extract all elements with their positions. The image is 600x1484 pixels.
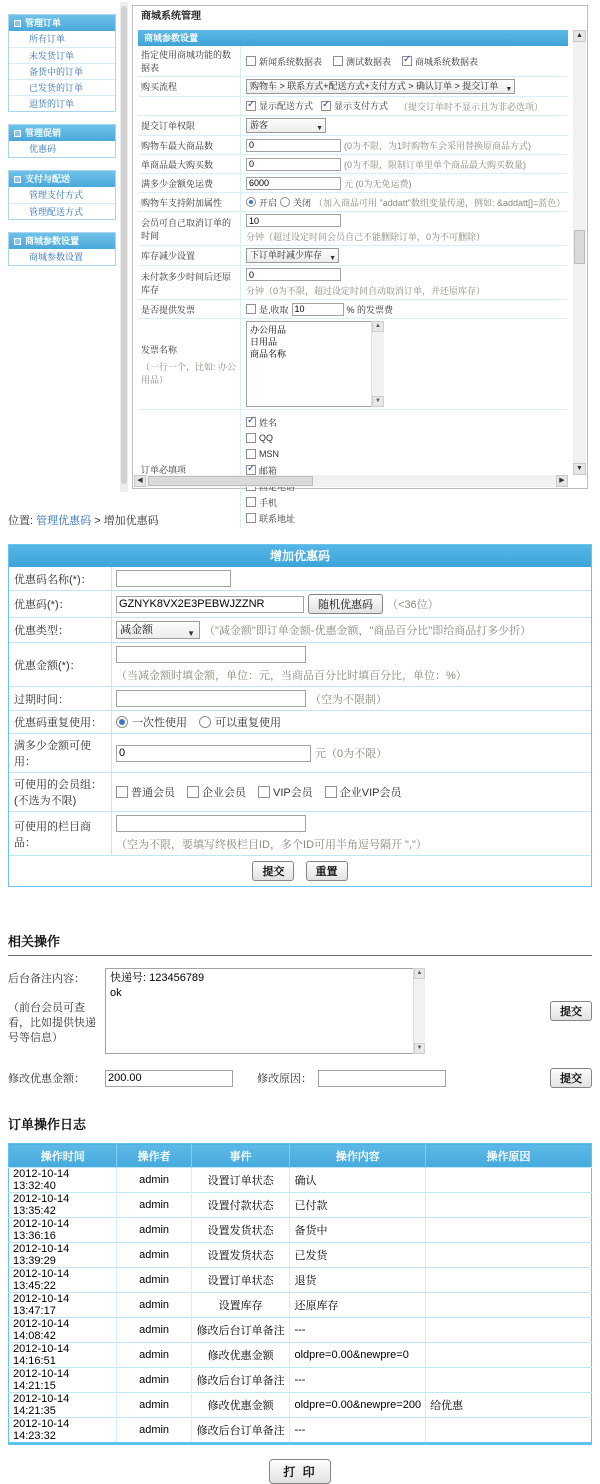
sidebar-item[interactable]: 备货中的订单 bbox=[9, 63, 115, 79]
sidebar-section bbox=[8, 170, 116, 220]
checkbox-option[interactable] bbox=[116, 784, 175, 800]
setting-row-submit-perm bbox=[138, 116, 568, 136]
sidebar-item[interactable]: 所有订单 bbox=[29, 34, 66, 44]
modify-submit-button[interactable]: 提交 bbox=[550, 1068, 592, 1088]
form-row-coupon-amount bbox=[9, 642, 591, 686]
checkbox-label: 测试数据表 bbox=[346, 56, 392, 67]
coupon-amount-input[interactable] bbox=[116, 646, 306, 663]
form-row-reuse bbox=[9, 710, 591, 733]
table-cell bbox=[426, 1368, 592, 1393]
modify-reason-input[interactable] bbox=[318, 1070, 446, 1087]
settings-section-header: 商城参数设置 bbox=[138, 30, 568, 46]
setting-row-buyflow-options bbox=[138, 97, 568, 116]
sidebar-section-header[interactable] bbox=[9, 15, 115, 31]
table-cell: 设置付款状态 bbox=[191, 1193, 290, 1218]
checkbox[interactable] bbox=[246, 433, 256, 443]
note-label-hint: （前台会员可查看，比如提供快递号等信息） bbox=[8, 1002, 96, 1044]
checkbox-label: 显示配送方式 bbox=[259, 101, 314, 112]
panel-horizontal-scrollbar[interactable] bbox=[134, 475, 568, 487]
setting-label: 购物车支持附加属性 bbox=[141, 197, 223, 208]
radio-label: 关闭 bbox=[293, 197, 312, 208]
checkbox-option[interactable] bbox=[246, 510, 566, 526]
coupon-code-input[interactable] bbox=[116, 596, 304, 613]
table-cell: --- bbox=[290, 1318, 426, 1343]
invoice-suffix: % 的发票费 bbox=[346, 304, 394, 315]
required-fields-checkbox-group bbox=[240, 410, 568, 528]
table-cell: 2012-10-14 13:47:17 bbox=[9, 1293, 117, 1318]
table-cell bbox=[426, 1218, 592, 1243]
buy-flow-select[interactable]: 购物车 > 联系方式+配送方式+支付方式 > 确认订单 > 提交订单 ▼ bbox=[246, 79, 515, 94]
checkbox-label: 新闻系统数据表 bbox=[259, 56, 323, 67]
sidebar-section-header[interactable] bbox=[9, 125, 115, 141]
table-column-header: 操作原因 bbox=[426, 1144, 592, 1168]
scroll-down-icon[interactable]: ▼ bbox=[573, 463, 586, 475]
sidebar-item[interactable]: 商城参数设置 bbox=[29, 252, 84, 262]
checkbox-option[interactable] bbox=[246, 55, 322, 68]
checkbox-option[interactable] bbox=[325, 784, 402, 800]
checkbox[interactable] bbox=[246, 513, 256, 523]
form-row-expire-time bbox=[9, 686, 591, 710]
setting-label bbox=[138, 319, 240, 409]
textarea-scrollbar[interactable] bbox=[371, 321, 384, 407]
checkbox[interactable] bbox=[187, 786, 199, 798]
breadcrumb-current: 增加优惠码 bbox=[103, 515, 159, 527]
field-label: 优惠码重复使用： bbox=[14, 717, 102, 729]
restore-stock-input[interactable] bbox=[246, 268, 341, 281]
scroll-up-icon[interactable]: ▲ bbox=[414, 968, 425, 979]
modify-label: 修改优惠金额： bbox=[8, 1073, 85, 1085]
sidebar bbox=[8, 14, 116, 278]
setting-label bbox=[138, 97, 240, 115]
table-row bbox=[9, 1418, 592, 1444]
sidebar-section bbox=[8, 232, 116, 266]
checkbox-option[interactable] bbox=[246, 494, 566, 510]
form-row-member-groups bbox=[9, 772, 591, 811]
table-row bbox=[9, 1168, 592, 1193]
sidebar-section-title: 商城参数设置 bbox=[25, 236, 80, 246]
radio-label: 一次性使用 bbox=[132, 717, 187, 729]
expire-time-input[interactable] bbox=[116, 690, 306, 707]
table-cell: 设置订单状态 bbox=[191, 1168, 290, 1193]
table-cell bbox=[426, 1293, 592, 1318]
setting-label: 购物车最大商品数 bbox=[141, 140, 214, 151]
table-row bbox=[9, 1318, 592, 1343]
table-cell: 2012-10-14 13:45:22 bbox=[9, 1268, 117, 1293]
datasheet-checkbox-group bbox=[240, 46, 568, 76]
related-operations bbox=[8, 931, 592, 1088]
sidebar-item[interactable]: 管理配送方式 bbox=[9, 203, 115, 219]
cart-attr-off-radio[interactable] bbox=[280, 197, 290, 207]
checkbox-label: 手机 bbox=[259, 497, 278, 508]
hint-text: （空为不限，要填写终极栏目ID，多个ID可用半角逗号隔开 ","） bbox=[116, 839, 427, 851]
checkbox[interactable] bbox=[321, 101, 331, 111]
form-row-columns bbox=[9, 811, 591, 855]
invoice-checkbox[interactable] bbox=[246, 304, 256, 314]
table-cell: 确认 bbox=[290, 1168, 426, 1193]
hint-text: （空为不限制） bbox=[310, 693, 387, 706]
table-cell: 修改后台订单备注 bbox=[191, 1318, 290, 1343]
setting-row-invoice bbox=[138, 300, 568, 319]
table-cell: 2012-10-14 14:16:51 bbox=[9, 1343, 117, 1368]
backend-note-textarea[interactable]: 快递号: 123456789 ok bbox=[105, 968, 425, 1054]
table-row bbox=[9, 1343, 592, 1368]
checkbox-option[interactable] bbox=[333, 55, 391, 68]
random-code-button[interactable]: 随机优惠码 bbox=[308, 594, 383, 614]
checkbox-label: QQ bbox=[259, 433, 274, 443]
checkbox[interactable] bbox=[246, 449, 256, 459]
textarea-scrollbar[interactable] bbox=[413, 968, 425, 1054]
table-cell: 2012-10-14 14:21:15 bbox=[9, 1368, 117, 1393]
radio-label: 开启 bbox=[259, 197, 278, 208]
setting-row-cart-attr bbox=[138, 193, 568, 212]
checkbox-option[interactable] bbox=[187, 784, 246, 800]
setting-label: 订单必填项 bbox=[141, 464, 187, 475]
table-cell: --- bbox=[290, 1418, 426, 1444]
setting-label: 会员可自己取消订单的时间 bbox=[141, 217, 232, 241]
breadcrumb-prefix: 位置: bbox=[8, 515, 34, 527]
invoice-rate-input[interactable] bbox=[292, 303, 344, 316]
hint-text: （<36位） bbox=[387, 599, 439, 611]
table-row bbox=[9, 1368, 592, 1393]
member-groups-checkbox-group bbox=[111, 773, 591, 811]
setting-label: 购买流程 bbox=[141, 82, 178, 92]
section-square-icon bbox=[14, 20, 21, 27]
section-square-icon bbox=[14, 130, 21, 137]
hint-text: (0为不限，为1时购物车会采用替换原商品方式) bbox=[344, 140, 532, 151]
table-cell: 2012-10-14 13:39:29 bbox=[9, 1243, 117, 1268]
table-cell: admin bbox=[117, 1343, 191, 1368]
table-cell: admin bbox=[117, 1268, 191, 1293]
field-label bbox=[9, 773, 111, 811]
field-label: 优惠码名称(*)： bbox=[14, 573, 92, 586]
table-cell: 设置订单状态 bbox=[191, 1268, 290, 1293]
table-cell: 还原库存 bbox=[290, 1293, 426, 1318]
checkbox-label: MSN bbox=[259, 449, 279, 459]
checkbox-label: 邮箱 bbox=[259, 465, 278, 476]
form-row-coupon-code bbox=[9, 590, 591, 617]
table-cell: 修改优惠金额 bbox=[191, 1393, 290, 1418]
table-row bbox=[9, 1393, 592, 1418]
field-label: 过期时间： bbox=[14, 693, 69, 706]
scrollbar-thumb[interactable] bbox=[121, 6, 127, 484]
table-cell: 2012-10-14 13:32:40 bbox=[9, 1168, 117, 1193]
setting-row-item-max bbox=[138, 155, 568, 174]
checkbox-option[interactable] bbox=[246, 446, 566, 462]
scroll-left-icon[interactable]: ◀ bbox=[134, 475, 146, 487]
sidebar-section-header[interactable] bbox=[9, 171, 115, 187]
sidebar-section bbox=[8, 124, 116, 158]
setting-row-restore-stock bbox=[138, 266, 568, 300]
sidebar-item[interactable]: 已发货的订单 bbox=[9, 79, 115, 95]
checkbox[interactable] bbox=[246, 465, 256, 475]
buyflow-checkbox-group bbox=[246, 99, 396, 113]
table-cell bbox=[426, 1318, 592, 1343]
sidebar-section bbox=[8, 14, 116, 112]
setting-row-datasheet bbox=[138, 46, 568, 77]
breadcrumb-separator: > bbox=[94, 515, 101, 527]
checkbox[interactable] bbox=[325, 786, 337, 798]
table-row bbox=[9, 1218, 592, 1243]
order-log-section bbox=[8, 1114, 592, 1445]
print-button[interactable]: 打 印 bbox=[269, 1459, 330, 1484]
checkbox-label: 商城系统数据表 bbox=[415, 56, 479, 67]
table-row bbox=[9, 1268, 592, 1293]
order-log-table bbox=[8, 1143, 592, 1445]
table-cell: 已发货 bbox=[290, 1243, 426, 1268]
sidebar-item[interactable]: 优惠码 bbox=[29, 144, 57, 154]
checkbox-option[interactable] bbox=[246, 99, 313, 112]
table-column-header: 操作内容 bbox=[290, 1144, 426, 1168]
checkbox-label: 显示支付方式 bbox=[334, 101, 389, 112]
cart-attr-on-radio[interactable] bbox=[246, 197, 256, 207]
setting-label: 指定使用商城功能的数据表 bbox=[141, 50, 232, 73]
table-cell: 2012-10-14 14:21:35 bbox=[9, 1393, 117, 1418]
sidebar-section-header[interactable] bbox=[9, 233, 115, 249]
checkbox[interactable] bbox=[246, 417, 256, 427]
note-label bbox=[8, 968, 105, 1054]
checkbox[interactable] bbox=[333, 56, 343, 66]
table-cell: admin bbox=[117, 1318, 191, 1343]
checkbox[interactable] bbox=[116, 786, 128, 798]
sidebar-item[interactable]: 退货的订单 bbox=[9, 95, 115, 111]
scrollbar-thumb[interactable] bbox=[574, 230, 585, 264]
scroll-right-icon[interactable]: ▶ bbox=[556, 475, 568, 487]
section-title: 订单操作日志 bbox=[8, 1117, 87, 1132]
sidebar-section-title: 管理促销 bbox=[25, 128, 62, 138]
scrollbar-thumb[interactable] bbox=[148, 476, 313, 486]
field-label-text: 可使用的会员组： bbox=[14, 779, 102, 791]
checkbox-label: 企业VIP会员 bbox=[339, 787, 402, 799]
stock-reduce-select[interactable]: 下订单时减少库存 ▼ bbox=[246, 248, 339, 263]
scroll-up-icon[interactable]: ▲ bbox=[573, 30, 586, 42]
reset-button[interactable]: 重置 bbox=[306, 861, 348, 881]
checkbox-label: 联系地址 bbox=[259, 513, 296, 524]
field-label-sub: (不选为不限) bbox=[14, 795, 77, 807]
table-cell: 修改后台订单备注 bbox=[191, 1418, 290, 1444]
setting-label: 满多少金额免运费 bbox=[141, 178, 214, 189]
panel-vertical-scrollbar[interactable] bbox=[573, 30, 586, 475]
hint-text: 元 (0为无免运费) bbox=[344, 178, 412, 189]
checkbox-option[interactable] bbox=[246, 430, 566, 446]
note-submit-button[interactable]: 提交 bbox=[550, 1001, 592, 1021]
min-amount-input[interactable] bbox=[116, 745, 311, 762]
table-cell: oldpre=0.00&newpre=0 bbox=[290, 1343, 426, 1368]
checkbox-option[interactable] bbox=[402, 55, 478, 68]
free-ship-input[interactable] bbox=[246, 177, 341, 190]
table-cell: 2012-10-14 13:35:42 bbox=[9, 1193, 117, 1218]
sidebar-section-title: 支付与配送 bbox=[25, 174, 71, 184]
table-header-row bbox=[9, 1144, 592, 1168]
note-label-text: 后台备注内容： bbox=[8, 973, 85, 985]
table-cell: 退货 bbox=[290, 1268, 426, 1293]
sidebar-section-title: 管理订单 bbox=[25, 18, 62, 28]
table-row bbox=[9, 1293, 592, 1318]
hint-text: 分钟（超过设定时间会员自己不能删除订单，0为不可删除） bbox=[246, 232, 486, 242]
table-cell: 2012-10-14 13:36:16 bbox=[9, 1218, 117, 1243]
setting-row-invoice-names bbox=[138, 319, 568, 410]
form-row-min-amount bbox=[9, 733, 591, 772]
hint-text: （加入商品可用 "addatt"数组变量传递，例如: &addatt[]=蓝色） bbox=[314, 197, 566, 208]
hint-text: 分钟（0为不限，超过设定时间自动取消订单，并还原库存） bbox=[246, 286, 486, 296]
checkbox[interactable] bbox=[246, 56, 256, 66]
coupon-name-input[interactable] bbox=[116, 570, 231, 587]
columns-input[interactable] bbox=[116, 815, 306, 832]
panel-title: 商城系统管理 bbox=[141, 11, 201, 22]
table-cell: 设置库存 bbox=[191, 1293, 290, 1318]
hint-text: 元（0为不限） bbox=[315, 748, 388, 760]
table-cell: admin bbox=[117, 1193, 191, 1218]
coupon-type-select[interactable]: 减金额 ▼ bbox=[116, 621, 200, 639]
table-cell: admin bbox=[117, 1168, 191, 1193]
form-row-coupon-type bbox=[9, 617, 591, 642]
setting-label: 未付款多少时间后还原库存 bbox=[141, 271, 232, 295]
backend-note-row bbox=[8, 968, 592, 1054]
submit-button[interactable]: 提交 bbox=[252, 861, 294, 881]
checkbox[interactable] bbox=[246, 497, 256, 507]
hint-text: (0为不限，限制订单里单个商品最大购买数量) bbox=[344, 159, 527, 170]
setting-label-text: 发票名称 bbox=[141, 344, 178, 355]
radio-label: 可以重复使用 bbox=[215, 717, 281, 729]
setting-row-stock-reduce bbox=[138, 246, 568, 266]
checkbox-label: 普通会员 bbox=[131, 787, 175, 799]
table-cell: admin bbox=[117, 1418, 191, 1444]
setting-label: 库存减少设置 bbox=[141, 251, 196, 261]
sidebar-scrollbar[interactable] bbox=[120, 2, 128, 492]
hint-text: （提交订单时不显示且为非必选项） bbox=[399, 101, 544, 112]
discount-amount-input[interactable] bbox=[105, 1070, 233, 1087]
checkbox-option[interactable] bbox=[321, 99, 388, 112]
sidebar-item[interactable]: 管理支付方式 bbox=[29, 190, 84, 200]
table-cell: 已付款 bbox=[290, 1193, 426, 1218]
form-footer bbox=[9, 855, 591, 886]
table-cell: admin bbox=[117, 1393, 191, 1418]
print-area bbox=[0, 1459, 600, 1484]
table-cell bbox=[426, 1343, 592, 1368]
table-cell: 设置发货状态 bbox=[191, 1218, 290, 1243]
setting-label: 提交订单权限 bbox=[141, 121, 196, 131]
table-cell: 设置发货状态 bbox=[191, 1243, 290, 1268]
table-cell: 修改后台订单备注 bbox=[191, 1368, 290, 1393]
setting-label: 单商品最大购买数 bbox=[141, 159, 214, 170]
scroll-down-icon[interactable]: ▼ bbox=[414, 1043, 425, 1054]
field-label: 优惠金额(*)： bbox=[14, 659, 81, 672]
setting-row-cart-max bbox=[138, 136, 568, 155]
table-cell bbox=[426, 1418, 592, 1444]
checkbox[interactable] bbox=[402, 56, 412, 66]
table-row bbox=[9, 1193, 592, 1218]
field-label: 满多少金额可使用： bbox=[14, 740, 91, 768]
invoice-names-textarea[interactable]: 办公用品 日用品 商品名称 bbox=[246, 321, 384, 407]
setting-row-required-fields bbox=[138, 410, 568, 528]
table-cell bbox=[426, 1193, 592, 1218]
checkbox-label: 姓名 bbox=[259, 417, 278, 428]
setting-label: 是否提供发票 bbox=[141, 304, 196, 315]
table-cell: --- bbox=[290, 1368, 426, 1393]
reusable-radio[interactable] bbox=[199, 716, 211, 728]
field-label: 优惠码(*)： bbox=[14, 599, 70, 611]
table-cell bbox=[426, 1243, 592, 1268]
panel-viewport bbox=[138, 30, 568, 524]
table-cell bbox=[426, 1168, 592, 1193]
field-label: 优惠类型： bbox=[14, 625, 69, 637]
setting-row-cancel-time bbox=[138, 212, 568, 246]
form-row-coupon-name bbox=[9, 567, 591, 590]
form-header: 增加优惠码 bbox=[9, 545, 591, 567]
section-square-icon bbox=[14, 238, 21, 245]
add-coupon-form bbox=[8, 544, 592, 887]
table-cell: admin bbox=[117, 1243, 191, 1268]
table-cell: admin bbox=[117, 1218, 191, 1243]
table-cell: 2012-10-14 14:23:32 bbox=[9, 1418, 117, 1444]
scroll-down-icon[interactable]: ▼ bbox=[372, 396, 384, 407]
table-cell: 修改优惠金额 bbox=[191, 1343, 290, 1368]
breadcrumb-link-coupons[interactable]: 管理优惠码 bbox=[36, 515, 92, 527]
setting-label-hint: （一行一个，比如: 办公用品） bbox=[141, 361, 237, 385]
cancel-time-input[interactable] bbox=[246, 214, 341, 227]
section-title: 相关操作 bbox=[8, 931, 592, 956]
checkbox-label: VIP会员 bbox=[273, 787, 313, 799]
table-cell: admin bbox=[117, 1293, 191, 1318]
checkbox-label: 是,收取 bbox=[259, 304, 289, 315]
table-cell bbox=[426, 1268, 592, 1293]
checkbox[interactable] bbox=[258, 786, 270, 798]
table-column-header: 事件 bbox=[191, 1144, 290, 1168]
setting-row-free-ship bbox=[138, 174, 568, 193]
table-cell: 给优惠 bbox=[426, 1393, 592, 1418]
table-cell: 2012-10-14 14:08:42 bbox=[9, 1318, 117, 1343]
checkbox-option[interactable] bbox=[258, 784, 313, 800]
settings-panel bbox=[132, 5, 588, 524]
hint-text: （"减金额"即订单金额-优惠金额，"商品百分比"即给商品打多少折） bbox=[204, 625, 532, 637]
field-label: 可使用的栏目商品： bbox=[14, 820, 91, 849]
checkbox-option[interactable] bbox=[246, 414, 566, 430]
checkbox-label: 企业会员 bbox=[202, 787, 246, 799]
scroll-up-icon[interactable]: ▲ bbox=[372, 321, 384, 332]
setting-row-buyflow bbox=[138, 77, 568, 97]
sidebar-item[interactable]: 未发货订单 bbox=[9, 47, 115, 63]
submit-perm-select[interactable]: 游客 ▼ bbox=[246, 118, 326, 133]
table-column-header: 操作者 bbox=[117, 1144, 191, 1168]
item-max-input[interactable] bbox=[246, 158, 341, 171]
hint-text: （当减金额时填金额，单位：元，当商品百分比时填百分比，单位：%） bbox=[116, 670, 467, 682]
section-square-icon bbox=[14, 176, 21, 183]
checkbox[interactable] bbox=[246, 101, 256, 111]
table-cell: 备货中 bbox=[290, 1218, 426, 1243]
table-cell: admin bbox=[117, 1368, 191, 1393]
table-column-header: 操作时间 bbox=[9, 1144, 117, 1168]
reason-label: 修改原因： bbox=[257, 1073, 312, 1085]
table-cell: oldpre=0.00&newpre=200 bbox=[290, 1393, 426, 1418]
cart-max-input[interactable] bbox=[246, 139, 341, 152]
table-row bbox=[9, 1243, 592, 1268]
modify-discount-row bbox=[8, 1068, 592, 1088]
single-use-radio[interactable] bbox=[116, 716, 128, 728]
